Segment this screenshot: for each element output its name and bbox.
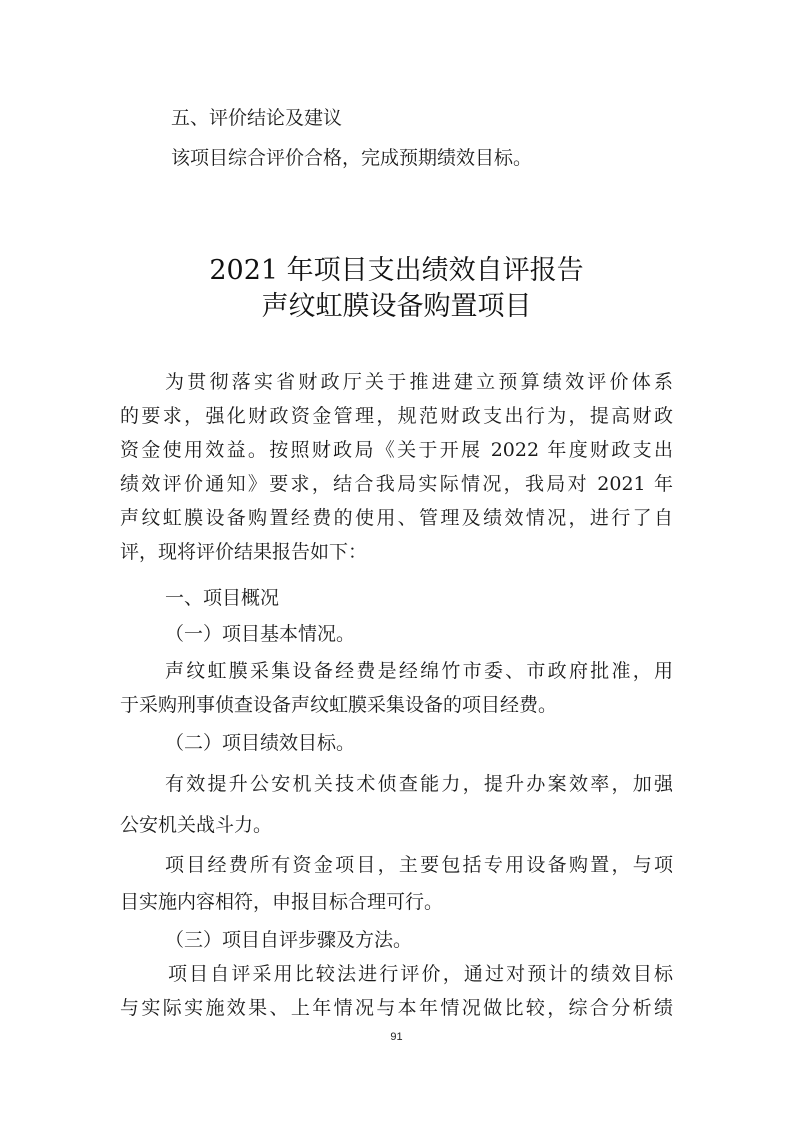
sub2-line-1: 有效提升公安机关技术侦查能力，提升办案效率，加强 [165, 773, 673, 795]
page-number: 91 [390, 1031, 403, 1043]
section1-heading: 一、项目概况 [165, 587, 280, 609]
intro-line-6: 评，现将评价结果报告如下： [120, 541, 368, 563]
sub1-line-1: 声纹虹膜采集设备经费是经绵竹市委、市政府批准，用 [165, 660, 673, 682]
intro-line-2: 的要求，强化财政资金管理，规范财政支出行为，提高财政 [120, 405, 673, 427]
intro-line-4: 绩效评价通知》要求，结合我局实际情况，我局对 2021 年 [120, 473, 673, 495]
section5-heading: 五、评价结论及建议 [171, 107, 343, 129]
sub1-line-2: 于采购刑事侦查设备声纹虹膜采集设备的项目经费。 [120, 694, 558, 716]
report-title-line1: 2021 年项目支出绩效自评报告 [209, 255, 584, 286]
sub2-heading: （二）项目绩效目标。 [165, 732, 356, 754]
sub3-heading: （三）项目自评步骤及方法。 [165, 929, 413, 951]
intro-line-5: 声纹虹膜设备购置经费的使用、管理及绩效情况，进行了自 [120, 507, 673, 529]
sub3-line-1: 项目自评采用比较法进行评价，通过对预计的绩效目标 [168, 963, 673, 985]
intro-line-1: 为贯彻落实省财政厅关于推进建立预算绩效评价体系 [165, 371, 673, 393]
intro-line-3: 资金使用效益。按照财政局《关于开展 2022 年度财政支出 [120, 439, 673, 461]
sub2b-line-2: 目实施内容相符，申报目标合理可行。 [120, 891, 444, 913]
sub2-line-2: 公安机关战斗力。 [120, 814, 273, 836]
sub3-line-2: 与实际实施效果、上年情况与本年情况做比较，综合分析绩 [120, 997, 673, 1019]
report-title-line2: 声纹虹膜设备购置项目 [261, 291, 532, 322]
sub1-heading: （一）项目基本情况。 [165, 623, 356, 645]
sub2b-line-1: 项目经费所有资金项目，主要包括专用设备购置，与项 [165, 854, 673, 876]
section5-conclusion: 该项目综合评价合格，完成预期绩效目标。 [171, 147, 533, 169]
